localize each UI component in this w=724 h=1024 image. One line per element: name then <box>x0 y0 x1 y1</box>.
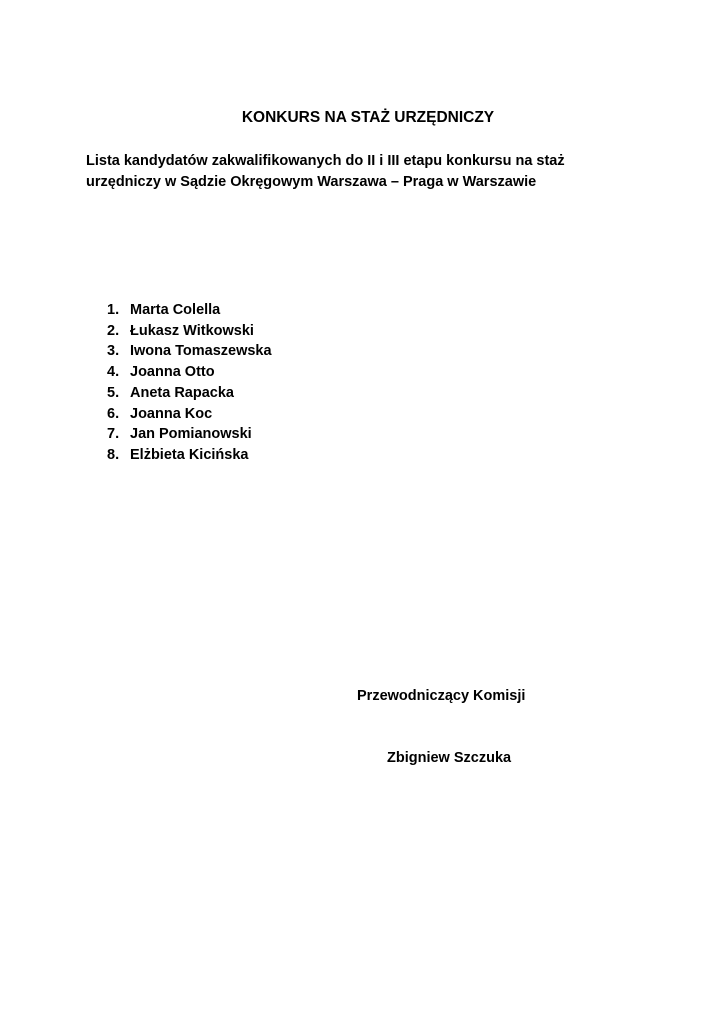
list-item-number: 2. <box>107 322 120 339</box>
list-item-number: 5. <box>107 384 120 401</box>
list-item-number: 4. <box>107 364 120 381</box>
list-item-number: 8. <box>107 446 120 463</box>
candidate-name: Joanna Otto <box>130 364 215 381</box>
list-item-number: 7. <box>107 426 120 443</box>
list-item-number: 6. <box>107 405 120 422</box>
list-item-number: 1. <box>107 302 120 318</box>
candidate-name: Iwona Tomaszewska <box>130 343 272 360</box>
committee-chair-name: Zbigniew Szczuka <box>387 750 512 766</box>
committee-chair-title: Przewodniczący Komisji <box>357 688 526 704</box>
list-item <box>107 445 272 466</box>
list-item <box>107 362 272 383</box>
candidate-name: Aneta Rapacka <box>130 384 234 401</box>
candidate-name: Łukasz Witkowski <box>130 322 254 339</box>
list-item <box>107 300 272 321</box>
candidate-name: Marta Colella <box>130 302 221 318</box>
list-item <box>107 404 272 425</box>
candidate-list <box>107 300 272 466</box>
list-item <box>107 424 272 445</box>
intro-line: urzędniczy w Sądzie Okręgowym Warszawa – Praga w Warszawie <box>86 174 537 190</box>
document-title: KONKURS NA STAŻ URZĘDNICZY <box>241 109 495 126</box>
intro-line: Lista kandydatów zakwalifikowanych do II i III etapu konkursu na staż <box>86 153 565 169</box>
candidate-name: Elżbieta Kicińska <box>130 446 249 463</box>
list-item <box>107 341 272 362</box>
intro-paragraph <box>86 151 646 193</box>
list-item <box>107 383 272 404</box>
candidate-name: Jan Pomianowski <box>130 426 252 443</box>
list-item-number: 3. <box>107 343 120 360</box>
list-item <box>107 321 272 342</box>
candidate-name: Joanna Koc <box>130 405 213 422</box>
